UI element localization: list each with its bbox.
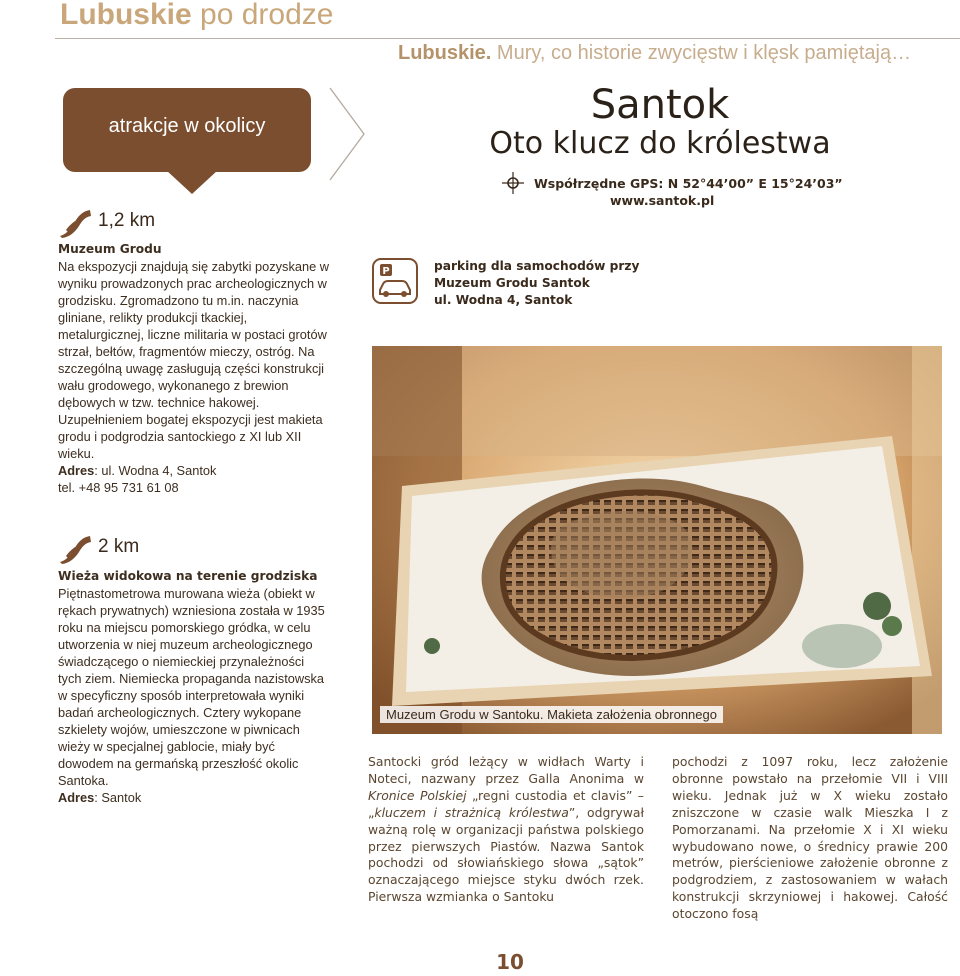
photo-caption: Muzeum Grodu w Santoku. Makieta założenia obronnego — [380, 706, 723, 723]
svg-text:P: P — [382, 266, 390, 277]
attraction-2-description: Piętnastometrowa murowana wieża (obiekt w rękach prywatnych) wzniesiona została w 1935 roku na miejscu pomorskiego gródka, w celu utworzenia w niej muzeum archeologicznego świadczącego o niemieckiej przynależności tych ziem. Niemiecka propaganda nazistowska w specyficzny sposób interpretowała wyniki badań archeologicznych. Cztery wykopane szkielety wojów, umieszczone w piwnicach wieży w specjalnej gablocie, miały być dowodem na germańską przeszłość okolic Santoka. — [58, 586, 325, 788]
chronicle-title: Kronice Polskiej — [368, 787, 467, 803]
attraction-1-name: Muzeum Grodu — [58, 242, 162, 256]
parking-line-3: ul. Wodna 4, Santok — [434, 293, 573, 307]
gps-coordinates: Współrzędne GPS: N 52°44’00” E 15°24’03” — [534, 175, 843, 191]
attraction-2-text — [58, 568, 330, 806]
road-icon — [58, 534, 92, 564]
attraction-1-phone: tel. +48 95 731 61 08 — [58, 480, 179, 495]
distance-1: 1,2 km — [98, 210, 156, 231]
section-header-rest: po drodze — [191, 0, 334, 31]
address-value: : Santok — [94, 790, 142, 805]
parking-line-2: Muzeum Grodu Santok — [434, 276, 590, 290]
quote-italic: kluczem i strażnicą królestwa — [374, 804, 569, 820]
compass-icon — [500, 171, 526, 195]
distance-2: 2 km — [98, 536, 140, 557]
section-header — [60, 0, 333, 32]
address-label: Adres — [58, 790, 95, 805]
chapter-subheader-bold: Lubuskie. — [398, 42, 492, 64]
museum-model-photo — [372, 346, 942, 734]
chapter-subheader-rest: Mury, co historie zwycięstw i klęsk pamiętają… — [491, 42, 912, 64]
road-icon — [58, 208, 92, 238]
header-divider — [55, 38, 960, 39]
bubble-tail — [166, 170, 218, 194]
chevron-right-icon — [326, 86, 368, 182]
attraction-1-description: Na ekspozycji znajdują się zabytki pozyskane w wyniku prowadzonych prac archeologicznych w grodzisku. Zgromadzono tu m.in. naczynia gliniane, relikty produkcji tkackiej, metalurgicznej, liczne militaria w postaci grotów strzał, bełtów, fragmentów mieczy, ostróg. Na szczególną uwagę zasługują części konstrukcji wału grodowego, wykonanego z brewion dębowych w tzw. technice hakowej. Uzupełnieniem bogatej ekspozycji jest makieta grodu i podgrodzia santockiego z XI lub XII wieku. — [58, 259, 329, 461]
car-icon — [374, 260, 416, 302]
parking-icon — [372, 258, 418, 304]
address-value: : ul. Wodna 4, Santok — [94, 463, 217, 478]
body-column-2: pochodzi z 1097 roku, lecz założenie obronne powstało na przełomie VII i VIII wieku. Jednak już w X wieku zostało zniszczone w czasie walk Mieszka I z Pomorzanami. Na przełomie X i XI wieku wybudowano nowe, o średnicy prawie 200 metrów, pierścieniowe założenie obronne z podgrodziem, z zastosowaniem w wałach konstrukcji skrzyniowej i hakowej. Całość otoczono fosą — [672, 754, 948, 922]
attraction-1-text — [58, 241, 330, 496]
parking-info — [434, 258, 654, 309]
page-number: 10 — [496, 950, 524, 974]
parking-line-1: parking dla samochodów przy — [434, 259, 640, 273]
body-column-1: Santocki gród leżący w widłach Warty i Noteci, nazwany przez Galla Anonima w Kronice Polskiej „regni custodia et clavis” – „kluczem i strażnicą królestwa”, odgrywał ważną rolę w organizacji państwa polskiego przez pierwszych Piastów. Nazwa Santok pochodzi od słowiańskiego słowa „sątok” oznaczającego miejsce styku dwóch rzek. Pierwsza wzmianka o Santoku — [368, 754, 644, 905]
chapter-subheader — [398, 42, 911, 65]
page-subtitle: Oto klucz do królestwa — [489, 126, 831, 161]
attractions-bubble-label: atrakcje w okolicy — [108, 115, 266, 137]
page-title: Santok — [590, 82, 730, 128]
attraction-1-address — [58, 462, 330, 479]
website-link[interactable]: www.santok.pl — [610, 193, 715, 208]
attraction-2-address — [58, 789, 330, 806]
address-label: Adres — [58, 463, 95, 478]
attraction-2-name: Wieża widokowa na terenie grodziska — [58, 569, 318, 583]
section-header-bold: Lubuskie — [60, 0, 192, 31]
